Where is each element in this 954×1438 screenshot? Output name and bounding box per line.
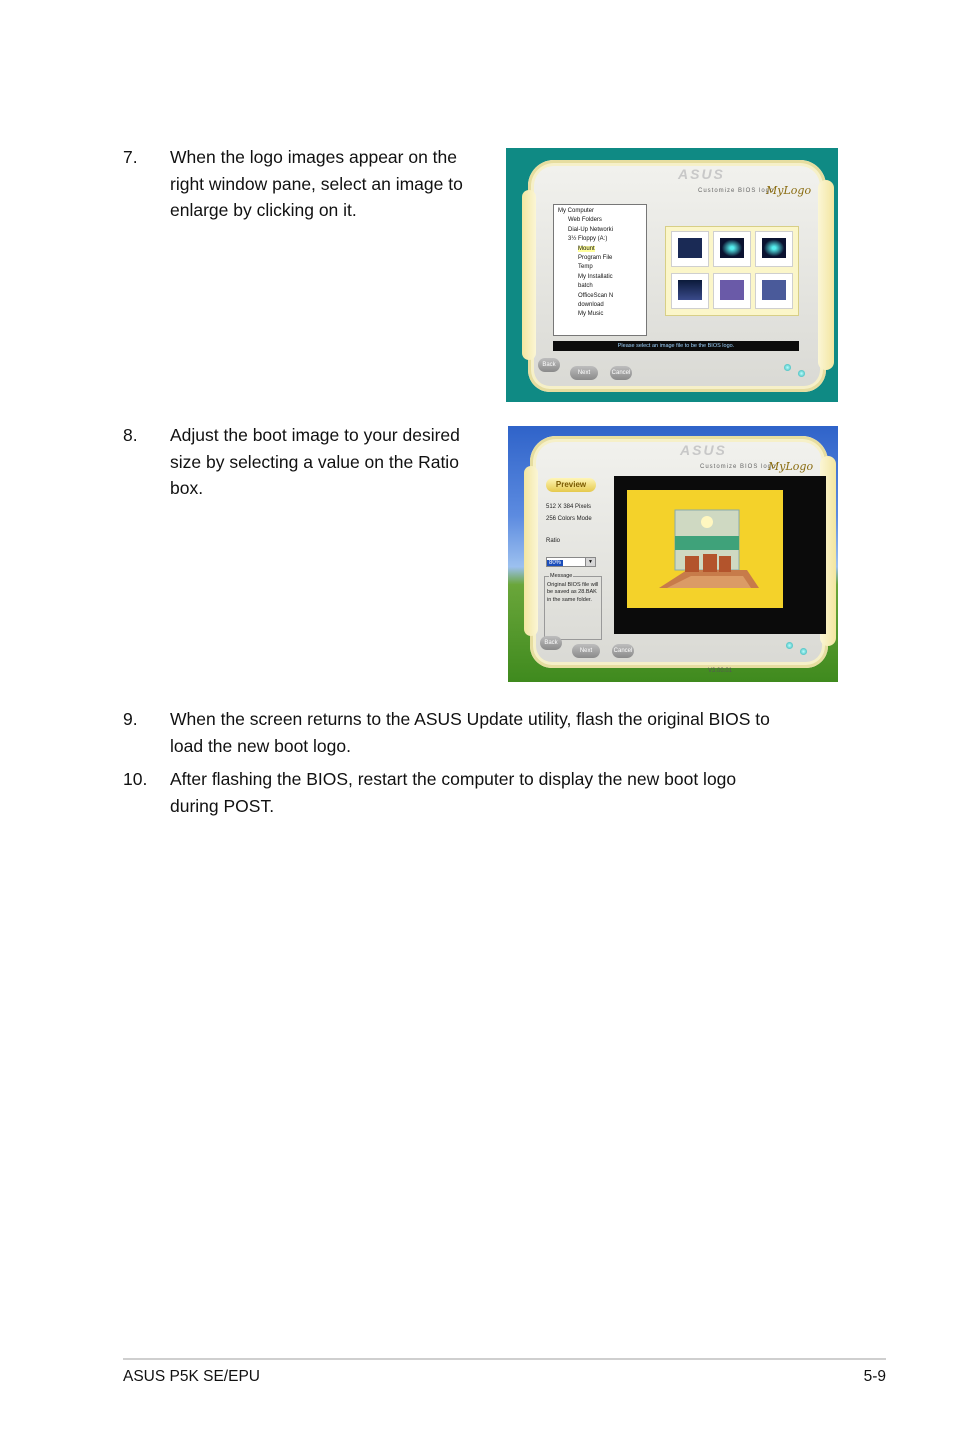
step-text xyxy=(170,144,463,224)
mylogo-preview-screenshot xyxy=(508,426,838,682)
folder-tree[interactable] xyxy=(553,204,647,336)
tree-item[interactable]: My Music xyxy=(578,311,604,318)
status-bar: Please select an image file to be the BIOS logo. xyxy=(553,341,799,351)
tree-item[interactable]: Web Folders xyxy=(568,217,602,224)
tree-item[interactable]: batch xyxy=(578,283,593,290)
step-8 xyxy=(123,422,503,502)
step-line: load the new boot logo. xyxy=(170,735,351,756)
footer-product: ASUS P5K SE/EPU xyxy=(123,1368,260,1385)
indicator-icon xyxy=(784,364,791,371)
step-line: After flashing the BIOS, restart the computer to display the new boot logo xyxy=(170,769,737,789)
ratio-label: Ratio xyxy=(546,538,561,544)
step-line: When the logo images appear on the xyxy=(170,147,457,167)
tree-item-selected[interactable]: Mount xyxy=(578,245,595,252)
version-label: V3.00.01 xyxy=(708,668,733,674)
image-thumbnail[interactable] xyxy=(671,273,709,309)
mylogo-logo: MyLogo xyxy=(766,184,812,197)
step-line: Adjust the boot image to your desired xyxy=(170,425,460,445)
image-thumbnail[interactable] xyxy=(755,273,793,309)
preview-label: Preview xyxy=(546,478,596,492)
next-button[interactable]: Next xyxy=(570,366,598,380)
boot-logo-preview-image xyxy=(627,490,783,608)
cancel-button[interactable]: Cancel xyxy=(612,644,634,658)
next-button[interactable]: Next xyxy=(572,644,600,658)
tree-item[interactable]: My Computer xyxy=(558,208,595,214)
tree-item[interactable]: OfficeScan N xyxy=(578,292,614,299)
mylogo-window xyxy=(530,436,828,674)
indicator-icon xyxy=(800,648,807,655)
message-text: Original BIOS file will be saved as 28.BAK in the same folder. xyxy=(547,582,599,603)
step-number: 10. xyxy=(123,769,148,789)
step-line: size by selecting a value on the Ratio xyxy=(170,451,459,472)
tree-item[interactable]: 3½ Floppy (A:) xyxy=(568,236,608,243)
step-10 xyxy=(123,766,853,822)
image-thumbnail[interactable] xyxy=(671,231,709,267)
step-line: during POST. xyxy=(170,795,275,816)
window-subtitle: Customize BIOS logo xyxy=(700,464,777,470)
mylogo-browse-screenshot xyxy=(506,148,838,402)
mylogo-logo: MyLogo xyxy=(768,460,814,473)
back-button[interactable]: Back xyxy=(540,636,562,650)
pixels-info: 512 X 384 Pixels xyxy=(546,504,592,510)
colors-info: 256 Colors Mode xyxy=(546,516,592,522)
indicator-icon xyxy=(798,370,805,377)
step-9 xyxy=(123,706,853,762)
step-line: right window pane, select an image to xyxy=(170,173,463,194)
chevron-down-icon[interactable]: ▼ xyxy=(585,558,595,566)
image-thumbnail[interactable] xyxy=(713,231,751,267)
tree-item[interactable]: download xyxy=(578,302,604,309)
thumbnail-pane xyxy=(665,226,799,316)
indicator-icon xyxy=(786,642,793,649)
step-number: 7. xyxy=(123,147,138,167)
asus-brand: ASUS xyxy=(680,442,727,458)
asus-brand: ASUS xyxy=(678,166,725,182)
footer-page-number: 5-9 xyxy=(863,1368,886,1385)
tree-item[interactable]: My Installatic xyxy=(578,273,613,280)
message-legend: Message xyxy=(550,573,573,579)
back-button[interactable]: Back xyxy=(538,358,560,372)
step-line: enlarge by clicking on it. xyxy=(170,200,357,220)
message-box xyxy=(544,573,602,640)
step-number: 9. xyxy=(123,709,138,729)
tree-item[interactable]: Dial-Up Networki xyxy=(568,226,614,233)
step-text xyxy=(170,706,770,759)
footer-divider xyxy=(123,1358,886,1360)
tree-item[interactable]: Program File xyxy=(578,255,613,262)
window-subtitle: Customize BIOS logo xyxy=(698,188,775,194)
image-thumbnail[interactable] xyxy=(713,273,751,309)
ratio-value: 80% xyxy=(549,560,562,566)
ratio-select[interactable] xyxy=(546,557,596,567)
step-text xyxy=(170,422,460,502)
step-7 xyxy=(123,144,503,224)
cancel-button[interactable]: Cancel xyxy=(610,366,632,380)
step-number: 8. xyxy=(123,425,138,445)
preview-frame xyxy=(614,476,826,634)
step-line: When the screen returns to the ASUS Update utility, flash the original BIOS to xyxy=(170,709,770,729)
image-thumbnail[interactable] xyxy=(755,231,793,267)
mylogo-window xyxy=(528,160,826,392)
step-text xyxy=(170,766,736,819)
step-line: box. xyxy=(170,478,204,498)
tree-item[interactable]: Temp xyxy=(578,264,593,271)
